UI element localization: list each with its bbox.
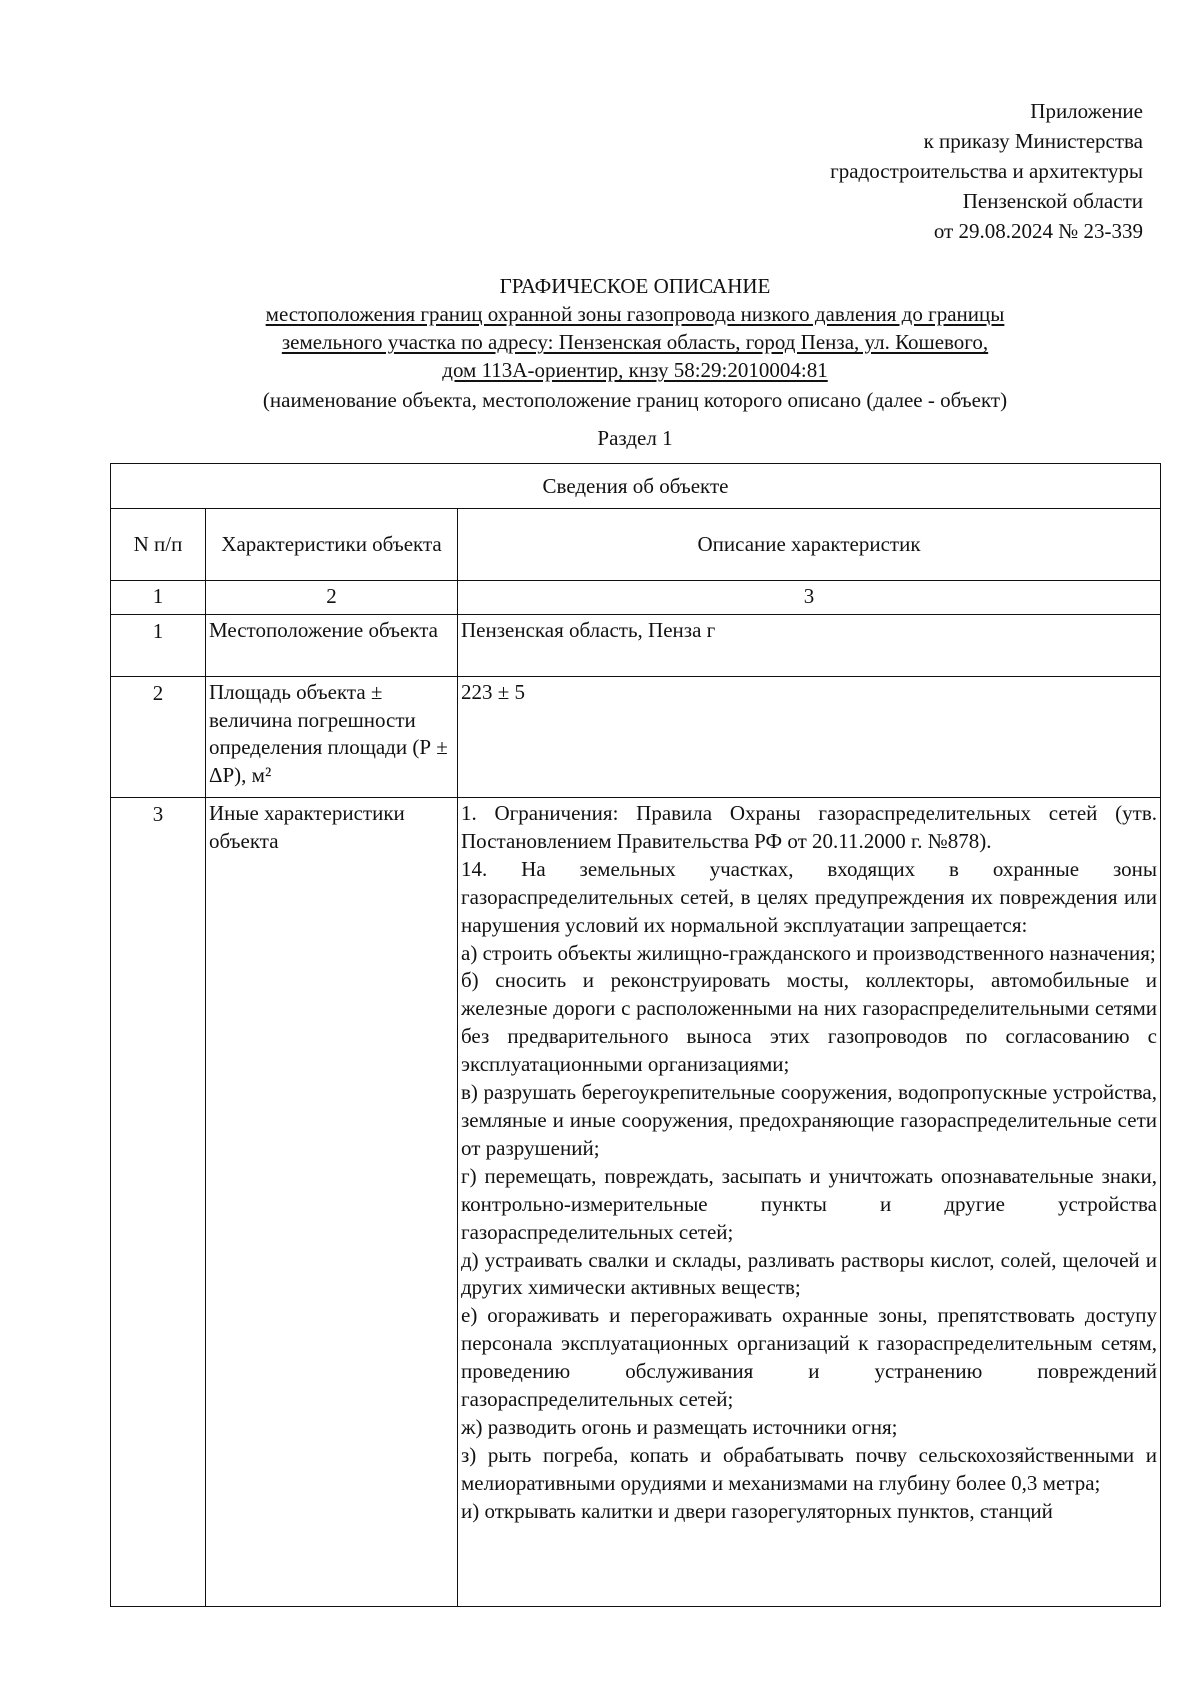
restriction-paragraph: а) строить объекты жилищно-гражданского и производственного назначения;: [461, 940, 1156, 965]
column-number: 2: [206, 581, 458, 615]
row-description: 223 ± 5: [458, 677, 1161, 798]
table-title: Сведения об объекте: [111, 464, 1161, 509]
row-characteristic: Площадь объекта ± величина погрешности определения площади (Р ± ΔР), м²: [206, 677, 458, 798]
restriction-paragraph: д) устраивать свалки и склады, разливать растворы кислот, солей, щелочей и других химически активных веществ;: [461, 1247, 1157, 1300]
subject-line: [100, 328, 1170, 356]
row-number: 3: [111, 798, 206, 1607]
appendix-date-number: от 29.08.2024 № 23-339: [933, 219, 1143, 243]
appendix-line: к приказу Министерства: [923, 129, 1143, 153]
subject-line: [100, 356, 1170, 384]
appendix-line: градостроительства и архитектуры: [830, 159, 1143, 183]
subject-text: земельного участка по адресу: Пензенская область, город Пенза, ул. Кошевого,: [281, 330, 989, 354]
row-number: 2: [111, 677, 206, 798]
restriction-paragraph: б) сносить и реконструировать мосты, коллекторы, автомобильные и железные дороги с расположенными на них газораспределительными сетями без предварительного выноса этих газопроводов по согласованию с эксплуатационными организациями;: [461, 968, 1157, 1077]
column-header-characteristic: Характеристики объекта: [206, 509, 458, 581]
table-title-row: [111, 464, 1161, 509]
subject-caption: (наименование объекта, местоположение границ которого описано (далее - объект): [262, 388, 1008, 412]
restriction-paragraph: 14. На земельных участках, входящих в охранные зоны газораспределительных сетей, в целях предупреждения их повреждения или нарушения условий их нормальной эксплуатации запрещается:: [461, 856, 1157, 937]
title-block: [100, 272, 1170, 460]
appendix-line: Пензенской области: [962, 189, 1143, 213]
column-number-row: [111, 581, 1161, 615]
restriction-paragraph: в) разрушать берегоукрепительные сооружения, водопропускные устройства, земляные и иные сооружения, предохраняющие газораспределительные сети от разрушений;: [461, 1080, 1157, 1160]
object-info-table: [110, 463, 1161, 1607]
column-header-description: Описание характеристик: [458, 509, 1161, 581]
document-title: ГРАФИЧЕСКОЕ ОПИСАНИЕ: [499, 274, 771, 298]
restriction-paragraph: и) открывать калитки и двери газорегуляторных пунктов, станций: [461, 1498, 1053, 1523]
row-number: 1: [111, 615, 206, 677]
restriction-paragraph: з) рыть погреба, копать и обрабатывать почву сельскохозяйственными и мелиоративными орудиями и механизмами на глубину более 0,3 метра;: [461, 1442, 1157, 1495]
row-characteristic: Местоположение объекта: [206, 615, 458, 677]
section-heading: Раздел 1: [597, 426, 673, 450]
table-row: [111, 798, 1161, 1607]
restrictions-text: [461, 800, 1157, 1606]
restriction-paragraph: 1. Ограничения: Правила Охраны газораспределительных сетей (утв. Постановлением Правительства РФ от 20.11.2000 г. №878).: [461, 801, 1157, 853]
column-header-row: [111, 509, 1161, 581]
table-row: [111, 615, 1161, 677]
column-number: 3: [458, 581, 1161, 615]
restriction-paragraph: ж) разводить огонь и размещать источники огня;: [461, 1414, 898, 1439]
table-row: [111, 677, 1161, 798]
column-header-num: N п/п: [111, 509, 206, 581]
restriction-paragraph: е) огораживать и перегораживать охранные зоны, препятствовать доступу персонала эксплуатационных организаций к газораспределительным сетям, проведению обслуживания и устранению повреждений газораспределительных сетей;: [461, 1303, 1157, 1412]
subject-line: [100, 300, 1170, 328]
row-characteristic: Иные характеристики объекта: [206, 798, 458, 1607]
row-description: Пензенская область, Пенза г: [458, 615, 1161, 677]
row-description: [458, 798, 1161, 1607]
column-number: 1: [111, 581, 206, 615]
appendix-reference: [830, 96, 1143, 246]
subject-text: дом 113А-ориентир, кнзу 58:29:2010004:81: [442, 358, 828, 382]
appendix-line: Приложение: [1030, 99, 1143, 123]
restriction-paragraph: г) перемещать, повреждать, засыпать и уничтожать опознавательные знаки, контрольно-измерительные пункты и другие устройства газораспределительных сетей;: [461, 1163, 1157, 1244]
subject-text: местоположения границ охранной зоны газопровода низкого давления до границы: [265, 302, 1005, 326]
